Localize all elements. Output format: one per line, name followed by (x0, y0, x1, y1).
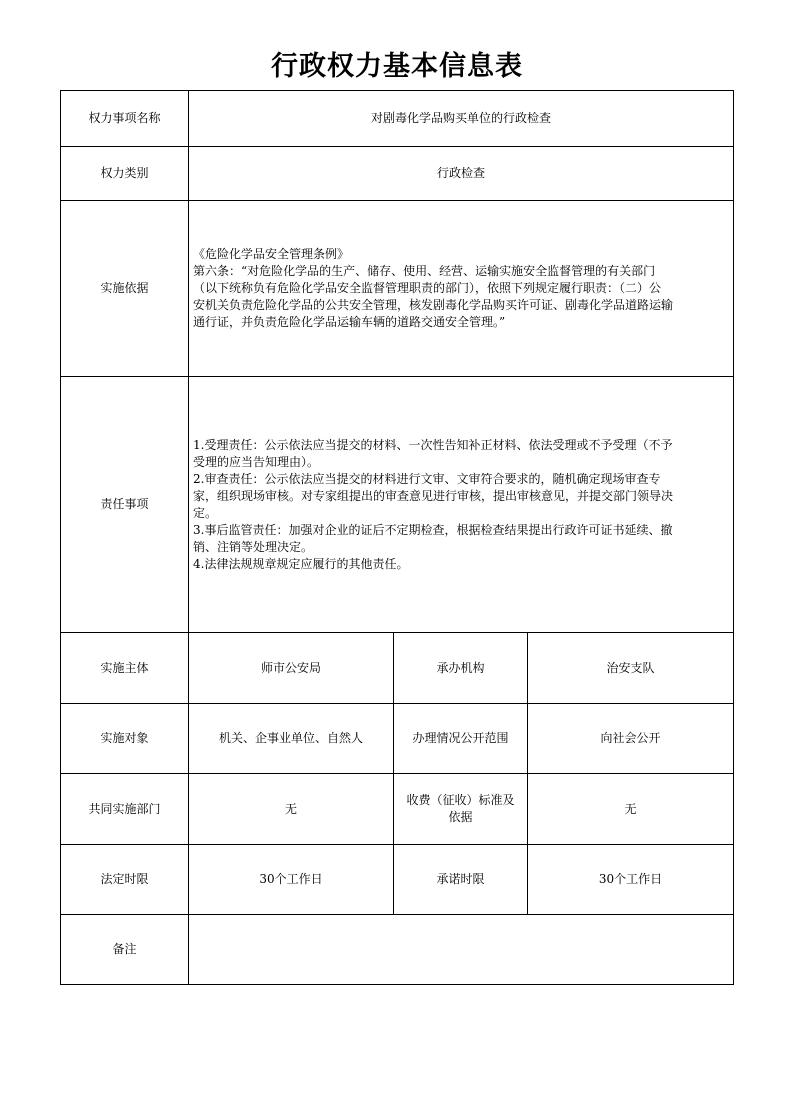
target-label: 实施对象 (61, 704, 189, 774)
subject-value: 师市公安局 (189, 633, 394, 704)
responsibility-line: 家，组织现场审核。对专家组提出的审查意见进行审核，提出审核意见，并提交部门领导决 (193, 488, 674, 503)
row-target (61, 704, 734, 774)
item-name-label: 权力事项名称 (61, 91, 189, 147)
row-item-name (61, 91, 734, 147)
fee-standard-value: 无 (528, 774, 734, 845)
row-subject (61, 633, 734, 704)
responsibility-label: 责任事项 (61, 377, 189, 633)
agency-label: 承办机构 (394, 633, 528, 704)
disclosure-scope-value: 向社会公开 (528, 704, 734, 774)
row-joint (61, 774, 734, 845)
promised-time-label: 承诺时限 (394, 845, 528, 915)
row-time (61, 845, 734, 915)
category-value: 行政检查 (189, 147, 734, 201)
basis-text (189, 201, 734, 377)
row-remarks (61, 915, 734, 985)
page-title: 行政权力基本信息表 (271, 51, 523, 82)
target-value: 机关、企事业单位、自然人 (189, 704, 394, 774)
basis-line: 通行证，并负责危险化学品运输车辆的道路交通安全管理。” (193, 315, 506, 329)
agency-value: 治安支队 (528, 633, 734, 704)
joint-dept-label: 共同实施部门 (61, 774, 189, 845)
row-responsibility (61, 377, 734, 633)
disclosure-scope-label: 办理情况公开范围 (394, 704, 528, 774)
remarks-value (189, 915, 734, 985)
responsibility-line: 3.事后监管责任：加强对企业的证后不定期检查，根据检查结果提出行政许可证书延续、撤 (193, 522, 673, 537)
responsibility-line: 销、注销等处理决定。 (193, 539, 314, 554)
promised-time-value: 30个工作日 (528, 845, 734, 915)
fee-standard-label: 收费（征收）标准及依据 (394, 774, 528, 845)
responsibility-line: 4.法律法规规章规定应履行的其他责任。 (193, 556, 409, 571)
item-name-value: 对剧毒化学品购买单位的行政检查 (189, 91, 734, 147)
row-basis (61, 201, 734, 377)
responsibility-line: 1.受理责任：公示依法应当提交的材料、一次性告知补正材料、依法受理或不予受理（不予 (193, 437, 673, 452)
subject-label: 实施主体 (61, 633, 189, 704)
category-label: 权力类别 (61, 147, 189, 201)
legal-time-label: 法定时限 (61, 845, 189, 915)
responsibility-line: 定。 (193, 505, 218, 520)
basis-label: 实施依据 (61, 201, 189, 377)
remarks-label: 备注 (61, 915, 189, 985)
joint-dept-value: 无 (189, 774, 394, 845)
responsibility-line: 受理的应当告知理由）。 (193, 454, 320, 469)
basis-line: 第六条：“对危险化学品的生产、储存、使用、经营、运输实施安全监督管理的有关部门 (193, 264, 656, 278)
responsibility-line: 2.审查责任：公示依法应当提交的材料进行文审、文审符合要求的，随机确定现场审查专 (193, 471, 661, 486)
legal-time-value: 30个工作日 (189, 845, 394, 915)
basis-line: 《危险化学品安全管理条例》 (193, 247, 350, 261)
basis-line: （以下统称负有危险化学品安全监督管理职责的部门），依照下列规定履行职责：（二）公 (193, 281, 662, 295)
basis-line: 安机关负责危险化学品的公共安全管理，核发剧毒化学品购买许可证、剧毒化学品道路运输 (193, 298, 674, 312)
row-category (61, 147, 734, 201)
responsibility-text (189, 377, 734, 633)
info-table (60, 90, 734, 985)
